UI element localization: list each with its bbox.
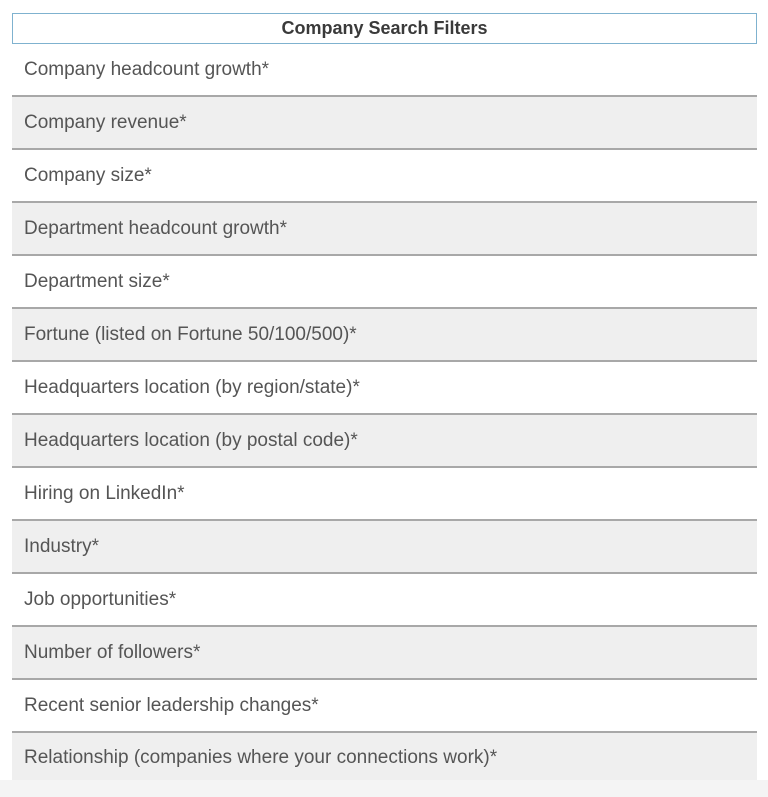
filter-row: Company headcount growth* <box>12 44 757 97</box>
filter-row: Department headcount growth* <box>12 203 757 256</box>
footer-strip <box>0 780 768 797</box>
filter-row: Fortune (listed on Fortune 50/100/500)* <box>12 309 757 362</box>
filter-row: Number of followers* <box>12 627 757 680</box>
filter-row: Headquarters location (by postal code)* <box>12 415 757 468</box>
filter-row: Job opportunities* <box>12 574 757 627</box>
filter-row: Company revenue* <box>12 97 757 150</box>
filter-row: Relationship (companies where your connections work)* <box>12 733 757 780</box>
filter-row: Hiring on LinkedIn* <box>12 468 757 521</box>
filter-row: Industry* <box>12 521 757 574</box>
filter-row: Headquarters location (by region/state)* <box>12 362 757 415</box>
filter-list <box>12 44 757 780</box>
filters-table <box>12 13 757 780</box>
table-title: Company Search Filters <box>12 13 757 44</box>
filter-row: Recent senior leadership changes* <box>12 680 757 733</box>
filter-row: Company size* <box>12 150 757 203</box>
filter-row: Department size* <box>12 256 757 309</box>
